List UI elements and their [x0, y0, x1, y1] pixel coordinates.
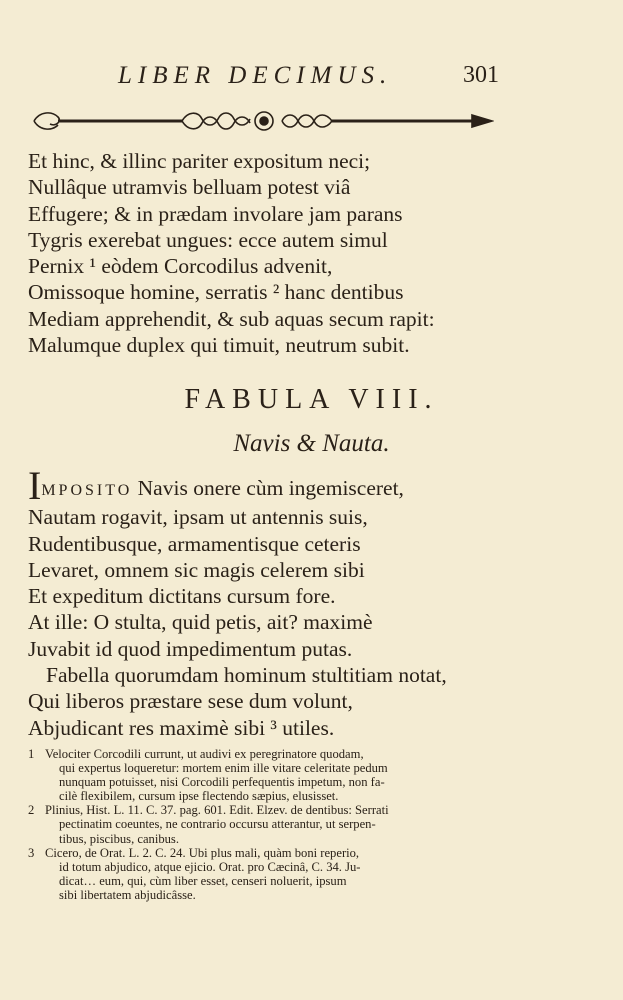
small-caps-word: MPOSITO: [41, 482, 133, 499]
verse-line: Pernix ¹ eòdem Corcodilus advenit,: [28, 254, 333, 279]
verse-line: Mediam apprehendit, & sub aquas secum rapit:: [28, 306, 435, 331]
footnote-line: qui expertus loqueretur: mortem enim ille vitare celeritate pedum: [59, 761, 388, 776]
footnote-line: Cicero, de Orat. L. 2. C. 24. Ubi plus mali, quàm boni reperio,: [45, 845, 360, 860]
verse-line: Nautam rogavit, ipsam ut antennis suis,: [28, 505, 368, 530]
footnote-line: Plinius, Hist. L. 11. C. 37. pag. 601. Edit. Elzev. de dentibus: Serrati: [45, 803, 389, 818]
verse-line: Levaret, omnem sic magis celerem sibi: [28, 557, 365, 582]
footnote-line: nunquam potuisset, nisi Corcodili perfequentis impetum, non fa-: [59, 775, 385, 790]
footnote-line: id totum abjudico, atque ejicio. Orat. pro Cæcinâ, C. 34. Ju-: [59, 859, 361, 874]
verse-block-top: [28, 148, 588, 358]
verse-line: Juvabit id quod impedimentum putas.: [28, 636, 353, 661]
verse-line: Et hinc, & illinc pariter expositum neci;: [28, 149, 371, 173]
headpiece-ornament: [32, 107, 494, 135]
footnote-line: dicat… eum, qui, cùm liber esset, censeri noluerit, ipsum: [59, 873, 347, 888]
verse-line: Malumque duplex qui timuit, neutrum subit.: [28, 333, 410, 358]
moral-line: Fabella quorumdam hominum stultitiam notat,: [46, 663, 447, 688]
footnote-number: 3: [28, 845, 35, 860]
verse-first-line-rest: Navis onere cùm ingemisceret,: [137, 476, 404, 500]
fable-subtitle: Navis & Nauta.: [233, 430, 390, 457]
footnote-line: Velociter Corcodili currunt, ut audivi ex peregrinatore quodam,: [45, 747, 364, 761]
footnote-line: cilè flexibilem, cursum ipse flectendo sæpius, elusisset.: [59, 789, 339, 804]
page-number: 301: [463, 62, 499, 88]
footnotes: [28, 747, 508, 902]
verse-line: Nullâque utramvis belluam potest viâ: [28, 175, 351, 200]
footnote-line: tibus, piscibus, canibus.: [59, 831, 179, 846]
footnote: [28, 747, 508, 803]
running-head: LIBER DECIMUS.: [118, 62, 393, 89]
verse-line: At ille: O stulta, quid petis, ait? maximè: [28, 610, 373, 635]
moral-line: Qui liberos præstare sese dum volunt,: [28, 689, 353, 714]
verse-block-fable: [28, 463, 588, 741]
drop-cap: I: [28, 463, 42, 508]
fable-title: FABULA VIII.: [184, 384, 439, 415]
footnote-line: sibi libertatem abjudicâsse.: [59, 887, 196, 902]
verse-first-line: [28, 463, 588, 508]
verse-line: Omissoque homine, serratis ² hanc dentibus: [28, 280, 404, 305]
footnote: [28, 803, 508, 845]
verse-line: Tygris exerebat ungues: ecce autem simul: [28, 227, 388, 252]
verse-line: Rudentibusque, armamentisque ceteris: [28, 531, 361, 556]
page-header: [0, 62, 623, 92]
verse-line: Et expeditum dictitans cursum fore.: [28, 584, 336, 609]
footnote-number: 2: [28, 803, 35, 818]
footnote-number: 1: [28, 747, 35, 761]
footnote: [28, 846, 508, 902]
footnote-line: pectinatim coeuntes, ne contrario occursu atterantur, ut serpen-: [59, 817, 376, 832]
verse-line: Effugere; & in prædam involare jam parans: [28, 201, 403, 226]
moral-line: Abjudicant res maximè sibi ³ utiles.: [28, 715, 335, 740]
